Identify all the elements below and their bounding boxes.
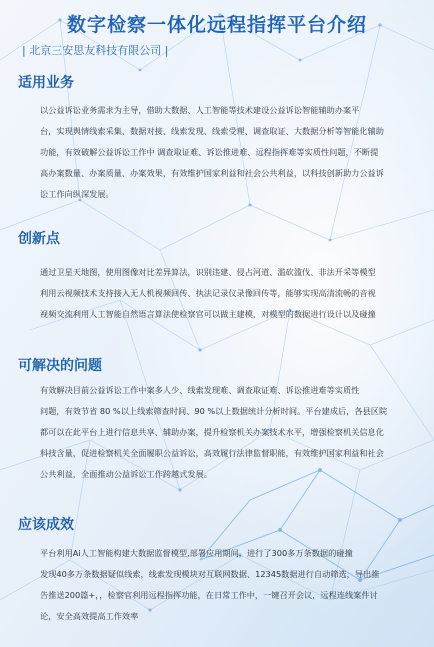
paragraph-line: 告推送200篇+，，检察官利用远程指挥功能，在日常工作中，一键召开会议，远程连线案件讨 <box>40 590 378 600</box>
section-body-applicable-business <box>40 100 412 205</box>
section-body-solvable-problems <box>40 380 412 485</box>
page-title: 数字检察一体化远程指挥平台介绍 <box>66 14 367 36</box>
paragraph-line: 高办案数量、办案质量、办案效果，有效维护国家利益和社会公共利益，以科技创新助力公益诉 <box>40 168 384 178</box>
paragraph-line: 公共利益，全面推动公益诉讼工作跨越式发展。 <box>40 469 212 479</box>
paragraph-line: 通过卫星天地图，使用图像对比差异算法，识别违建、侵占河道、滥砍滥伐、非法开采等模型 <box>40 267 376 277</box>
paragraph-line: 发现40多万条数据疑似线索，线索发现模块对互联网数据、12345数据进行自动筛选，导出推 <box>40 569 380 579</box>
paragraph-line: 台，实现舆情线索采集、数据对接、线索发现、线索受理、调查取证、大数据分析等智能化辅助 <box>40 126 384 136</box>
section-heading-innovation: 创新点 <box>18 231 60 247</box>
company-subtitle: | 北京三安思友科技有限公司 | <box>22 44 169 57</box>
section-body-innovation <box>40 262 412 325</box>
paragraph-line: 问题，有效节省 80 %以上线索筛查时间、90 %以上数据统计分析时间。平台建成后，各县区院 <box>40 406 388 416</box>
paragraph-line: 科技含量，促进检察机关全面履职公益诉讼，高效履行法律监督职能，有效维护国家利益和社会 <box>40 448 384 458</box>
paragraph-line: 利用云视频技术支持接入无人机视频回传、执法记录仪录像回传等，能够实现高清流畅的音视 <box>40 288 376 298</box>
section-heading-results: 应该成效 <box>18 517 74 533</box>
paragraph-line: 平台利用Ai人工智能构建大数据监督模型,部署应用期间，进行了300多万条数据的碰撞 <box>40 548 353 558</box>
paragraph-line: 视频交流利用人工智能自然语言算法使检察官可以做主建模，对模型的数据进行设计以及碰撞 <box>40 309 376 319</box>
paragraph-line: 以公益诉讼业务需求为主导，借助大数据、人工智能等技术建设公益诉讼智能辅助办案平 <box>40 105 360 115</box>
paragraph-line: 论，安全高效提高工作效率 <box>40 611 139 621</box>
section-heading-solvable-problems: 可解决的问题 <box>18 358 102 374</box>
section-body-results <box>40 543 412 627</box>
paragraph-line: 有效解决目前公益诉讼工作中案多人少、线索发现难、调查取证难、诉讼推进难等实质性 <box>40 385 360 395</box>
paragraph-line: 都可以在此平台上进行信息共享、辅助办案，提升检察机关办案技术水平，增强检察机关信息化 <box>40 427 384 437</box>
section-heading-applicable-business: 适用业务 <box>18 75 74 91</box>
paragraph-line: 讼工作向纵深发展。 <box>40 189 114 199</box>
paragraph-line: 功能，有效破解公益诉讼工作中 调查取证难、诉讼推进难、远程指挥难等实质性问题，不断提 <box>40 147 379 157</box>
